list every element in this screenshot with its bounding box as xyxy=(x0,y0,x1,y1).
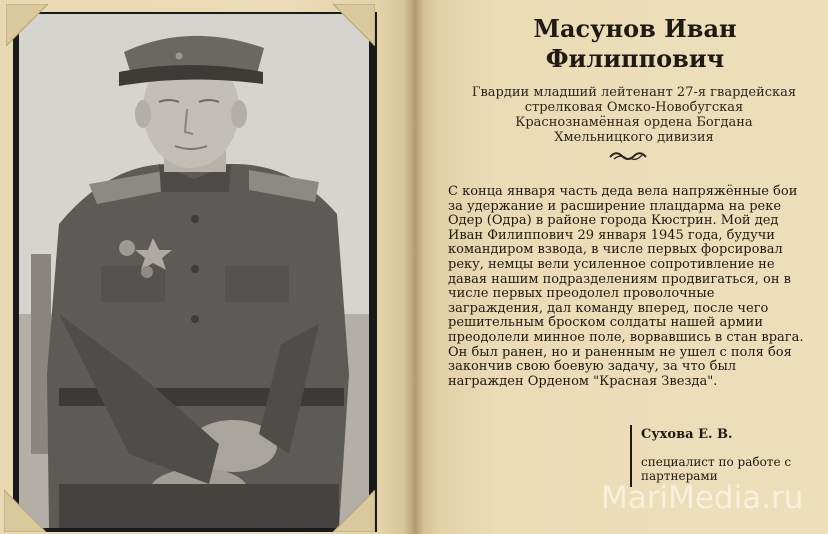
rank-and-unit: Гвардии младший лейтенант 27-я гвардейская стрелковая Омско-Новобугская Краснознамённая ордена Богдана Хмельницкого дивизия xyxy=(471,85,797,145)
person-name: Масунов Иван Филиппович xyxy=(533,14,737,73)
photo-corner-icon xyxy=(333,4,375,46)
photo-corner-icon xyxy=(4,490,46,532)
book-spine xyxy=(404,0,424,534)
ornament-flourish-icon xyxy=(608,148,648,164)
story-text: С конца января часть деда вела напряжённые бои за удержание и расширение плацдарма на реке Одер (Одра) в районе города Кюстрин. Мой дед Иван Филиппович 29 января 1945 года, будучи командиром взвода, в числе первых форсировал реку, немцы вели усиленное сопротивление не давая нашим подразделениям продвигаться, он в числе первых преодолел проволочные заграждения, дал команду вперед, после чего решительным броском солдаты нашей армии преодолели минное поле, ворвавшись в стан врага. Он был ранен, но и раненным не ушел с поля боя закончив свою боевую задачу, за что был награжден Орденом "Красная Звезда". xyxy=(448,184,804,389)
photo-corner-icon xyxy=(6,4,48,46)
portrait-illustration xyxy=(19,14,369,528)
author-role: специалист по работе с партнерами xyxy=(641,455,792,483)
site-watermark: MariMedia.ru xyxy=(601,480,804,516)
portrait-photo xyxy=(19,14,369,528)
author-name: Сухова Е. В. xyxy=(641,427,733,442)
photo-corner-icon xyxy=(333,490,375,532)
